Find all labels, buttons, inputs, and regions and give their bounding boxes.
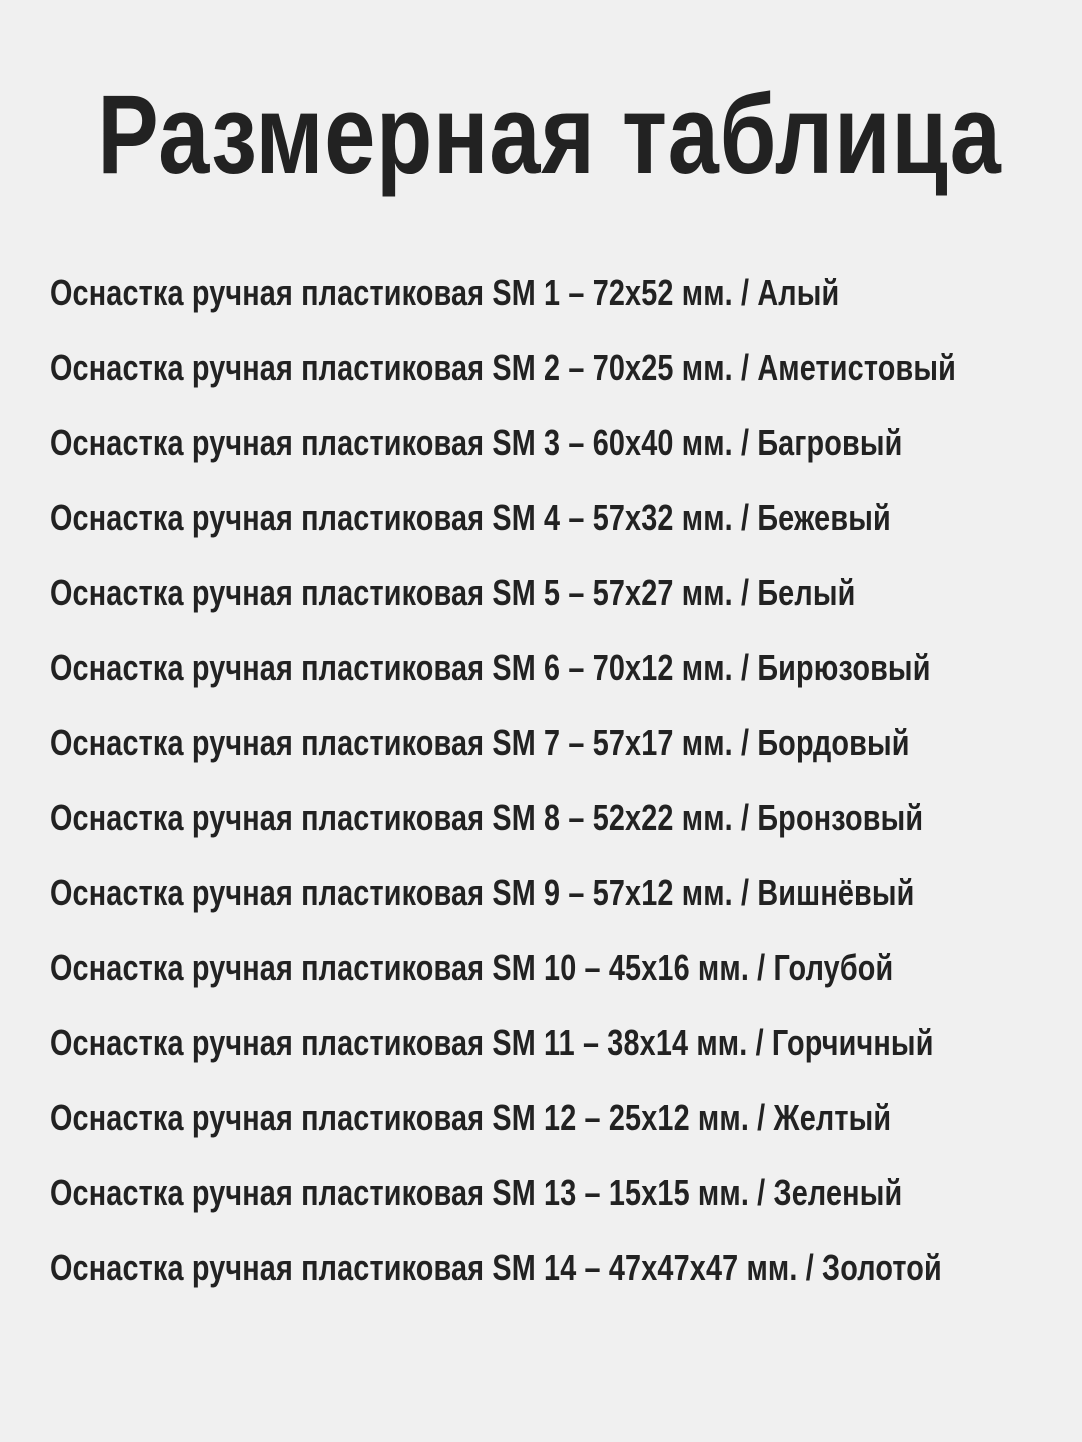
list-item [50, 330, 1082, 405]
list-item-text: Оснастка ручная пластиковая SM 14 – 47х47х47 мм. / Золотой [50, 1246, 942, 1288]
size-list [50, 255, 1082, 1305]
list-item-text: Оснастка ручная пластиковая SM 9 – 57х12 мм. / Вишнёвый [50, 871, 915, 913]
list-item-text: Оснастка ручная пластиковая SM 10 – 45х16 мм. / Голубой [50, 946, 894, 988]
page-title: Размерная таблица [97, 72, 1002, 197]
list-item [50, 1155, 1082, 1230]
list-item [50, 1080, 1082, 1155]
list-item-text: Оснастка ручная пластиковая SM 7 – 57х17 мм. / Бордовый [50, 721, 910, 763]
list-item-text: Оснастка ручная пластиковая SM 1 – 72х52 мм. / Алый [50, 271, 840, 313]
list-item [50, 1230, 1082, 1305]
list-item [50, 405, 1082, 480]
list-item [50, 630, 1082, 705]
list-item-text: Оснастка ручная пластиковая SM 13 – 15х15 мм. / Зеленый [50, 1171, 903, 1213]
list-item [50, 555, 1082, 630]
list-item-text: Оснастка ручная пластиковая SM 8 – 52х22 мм. / Бронзовый [50, 796, 924, 838]
list-item [50, 705, 1082, 780]
list-item-text: Оснастка ручная пластиковая SM 5 – 57х27 мм. / Белый [50, 571, 856, 613]
list-item-text: Оснастка ручная пластиковая SM 6 – 70х12 мм. / Бирюзовый [50, 646, 931, 688]
list-item-text: Оснастка ручная пластиковая SM 4 – 57х32 мм. / Бежевый [50, 496, 891, 538]
list-item-text: Оснастка ручная пластиковая SM 3 – 60х40 мм. / Багровый [50, 421, 903, 463]
list-item [50, 930, 1082, 1005]
list-item-text: Оснастка ручная пластиковая SM 12 – 25х12 мм. / Желтый [50, 1096, 892, 1138]
list-item [50, 855, 1082, 930]
list-item [50, 1005, 1082, 1080]
list-item [50, 480, 1082, 555]
list-item-text: Оснастка ручная пластиковая SM 2 – 70х25 мм. / Аметистовый [50, 346, 956, 388]
list-item-text: Оснастка ручная пластиковая SM 11 – 38х14 мм. / Горчичный [50, 1021, 934, 1063]
list-item [50, 255, 1082, 330]
list-item [50, 780, 1082, 855]
